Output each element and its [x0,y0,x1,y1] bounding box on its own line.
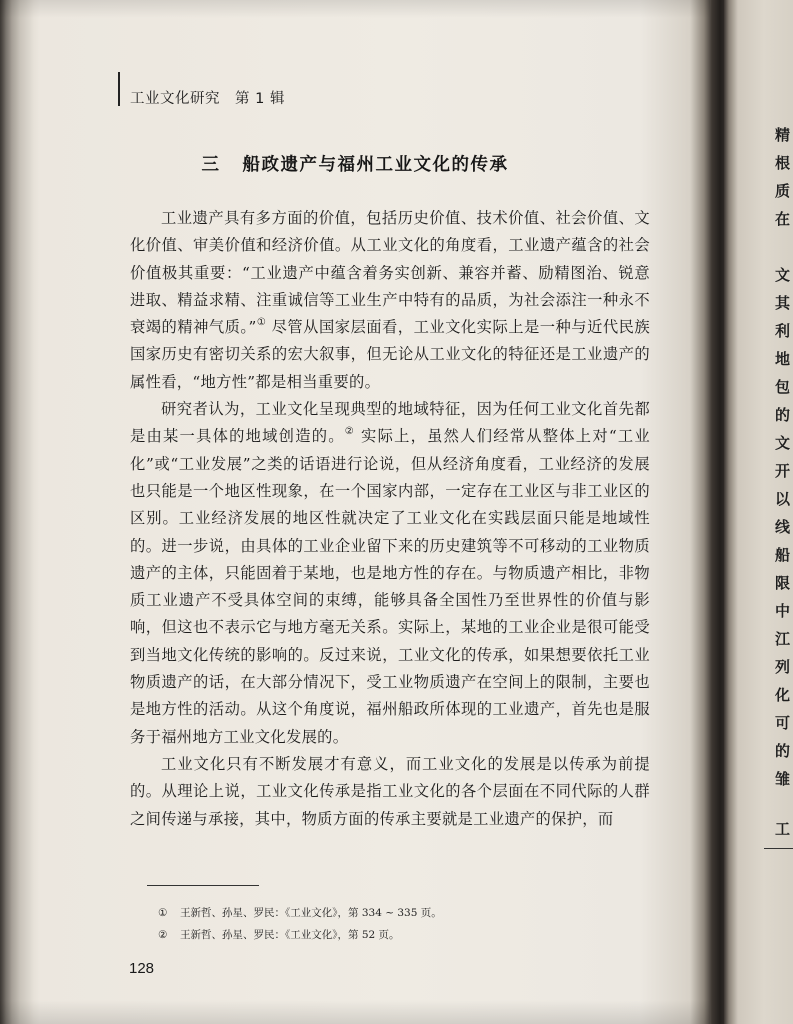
paragraph-1 [130,205,650,396]
running-head [118,72,285,106]
facing-page-char: 的 [775,406,791,424]
paragraph-1-part-a: 工业遗产具有多方面的价值，包括历史价值、技术价值、社会价值、文化价值、审美价值和经济价值。从工业文化的角度看，工业遗产蕴含的社会价值极其重要：“工业遗产中蕴含着务实创新、兼容并蓄、励精图治、锐意进取、精益求精、注重诚信等工业生产中特有的品质，为社会添注一种永不衰竭的精神气质。” [130,209,650,337]
section-number: 三 [201,155,221,175]
facing-page-char: 船 [775,546,791,564]
facing-page-footnote-divider [764,848,793,849]
paragraph-2-part-b: 实际上，虽然人们经常从整体上对“工业化”或“工业发展”之类的话语进行论说，但从经济角度看，工业经济的发展也只能是一个地区性现象，在一个国家内部，一定存在工业区与非工业区的区别。工业经济发展的地区性就决定了工业文化在实践层面只能是地域性的。进一步说，由具体的工业企业留下来的历史建筑等不可移动的工业物质遗产的主体，只能固着于某地，也是地方性的存在。与物质遗产相比，非物质工业遗产不受具体空间的束缚，能够具备全国性乃至世界性的价值与影响，但这也不表示它与地方毫无关系。实际上，某地的工业企业是很可能受到当地文化传统的影响的。反过来说，工业文化的传承，如果想要依托工业物质遗产的话，在大部分情况下，受工业物质遗产在空间上的限制，主要也是地方性的活动。从这个角度说，福州船政所体现的工业遗产，首先也是服务于福州地方工业文化发展的。 [130,427,651,746]
facing-page-char: 以 [775,490,791,508]
footnote-1-mark: ① [158,907,168,919]
facing-page-char: 线 [775,518,791,536]
running-head-text: 工业文化研究 第 1 辑 [130,90,285,107]
facing-page-char: 列 [775,658,791,676]
page-number: 128 [129,960,155,977]
facing-page-char: 雏 [775,770,791,788]
facing-page-char: 根 [775,154,791,172]
facing-page-char: 限 [775,574,791,592]
facing-page-char: 文 [775,434,791,452]
facing-page-char: 精 [775,126,791,144]
footnote-1-text: 王新哲、孙星、罗民：《工业文化》，第 334 ~ 335 页。 [180,907,442,919]
facing-page-char: 地 [775,350,791,368]
facing-page-char: 文 [775,266,791,284]
facing-page-char: 中 [775,602,791,620]
facing-page-char: 其 [775,294,791,312]
facing-page-char: 的 [775,742,791,760]
facing-page-char: 工 [775,820,791,838]
facing-page-char: 利 [775,322,791,340]
paragraph-1-part-b: 尽管从国家层面看，工业文化实际上是一种与近代民族国家历史有密切关系的宏大叙事，但无论从工业文化的特征还是工业遗产的属性看，“地方性”都是相当重要的。 [130,318,650,391]
footnote-2-mark: ② [158,929,168,941]
section-title: 船政遗产与福州工业文化的传承 [242,155,509,175]
facing-page-char: 包 [775,378,791,396]
footnote-1 [158,902,442,924]
facing-page-char: 可 [775,714,791,732]
paragraph-2-part-a: 研究者认为，工业文化呈现典型的地域特征，因为任何工业文化首先都是由某一具体的地域创造的。 [130,400,650,446]
facing-page-char: 质 [775,182,791,200]
section-heading [0,151,710,176]
paragraph-3: 工业文化只有不断发展才有意义，而工业文化的发展是以传承为前提的。从理论上说，工业文化传承是指工业文化的各个层面在不同代际的人群之间传递与承接，其中，物质方面的传承主要就是工业遗产的保护，而 [130,754,650,828]
footnote-divider [147,885,259,886]
footnotes [158,902,442,946]
facing-page-edge [724,0,793,1024]
facing-page-char: 开 [775,462,791,480]
footnote-2 [158,924,442,946]
footnote-2-text: 王新哲、孙星、罗民：《工业文化》，第 52 页。 [180,929,400,941]
paragraph-2 [130,396,650,751]
footnote-ref-1[interactable]: ① [256,317,267,329]
footnote-ref-2[interactable]: ② [344,426,355,438]
facing-page-char: 江 [775,630,791,648]
facing-page-char: 化 [775,686,791,704]
body-text [130,205,650,833]
facing-page-char: 在 [775,210,791,228]
